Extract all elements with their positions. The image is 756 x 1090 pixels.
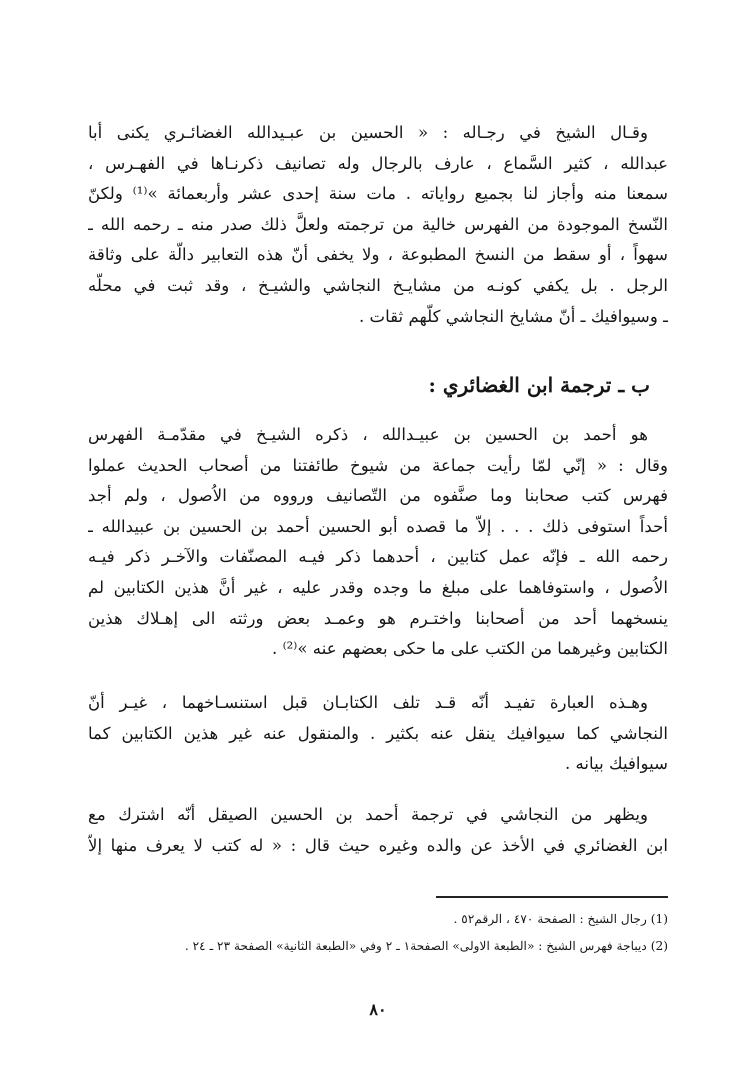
text-line: ابن الغضائري في الأخذ عن والده وغيره حيث قال : « له كتب لا يعرف منها إلاّ <box>88 835 668 855</box>
paragraph-najashi <box>88 800 668 861</box>
text-line: سيوافيك بيانه . <box>564 754 668 774</box>
text-line: ينسخهما أحد من أصحابنا واختـرم هو وعمـد بعض ورثته الى إهـلاك هذين <box>88 608 668 628</box>
paragraph-ahmad-translation <box>88 420 668 665</box>
text-line: وهـذه العبارة تفيـد أنّه قـد تلف الكتابـان قبل استنسـاخهما ، غيـر أنّ <box>88 693 648 712</box>
text-line: أحداً استوفى ذلك . . . إلاّ ما قصده أبو الحسين أحمد بن الحسين بن عبيدالله ـ <box>88 516 668 536</box>
text-line: الاُصول ، واستوفاهما على مبلغ ما وجده وقدر عليه ، غير أنَّ هذين الكتابين لم <box>88 577 668 597</box>
text-line: هو أحمد بن الحسين بن عبيـدالله ، ذكره الشيـخ في مقدّمـة الفهرس <box>88 425 648 444</box>
paragraph-books-lost <box>88 688 668 780</box>
footnote-divider <box>436 896 668 898</box>
text-line: وقال : « إنّي لمّا رأيت جماعة من شيوخ طائفتنا من أصحاب الحديث عملوا <box>88 455 668 475</box>
footnote-2: (2) ديباجة فهرس الشيخ : «الطبعة الاولى» الصفحة١ ـ ٢ وفي «الطبعة الثانية» الصفحة ٢٣ ـ ٢٤ . <box>184 939 668 953</box>
text-line: الكتابين وغيرهما من الكتب على ما حكى بعضهم عنه »⁽²⁾ . <box>272 639 668 659</box>
footnote-1: (1) رجال الشيخ : الصفحة ٤٧٠ ، الرقم٥٢ . <box>453 912 668 926</box>
text-line: ويظهر من النجاشي في ترجمة أحمد بن الحسين الصيقل أنّه اشترك مع <box>88 805 648 824</box>
section-heading: ب ـ ترجمة ابن الغضائري : <box>428 373 650 397</box>
text-line: سهواً ، أو سقط من النسخ المطبوعة ، ولا يخفى أنّ هذه التعابير دالّة على وثاقة <box>88 245 668 265</box>
text-line: الرجل . بل يكفي كونـه من مشايـخ النجاشي والشيـخ ، وقد ثبت في محلّه <box>88 275 668 295</box>
footnotes <box>88 906 668 960</box>
text-line: النجاشي كما سيوافيك ينقل عنه بكثير . والمنقول عنه غير هذين الكتابين كما <box>88 723 668 743</box>
page-number: ٨٠ <box>369 1000 387 1019</box>
text-line: ـ وسيوافيك ـ أنّ مشايخ النجاشي كلّهم ثقات . <box>358 306 668 326</box>
text-line: سمعنا منه وأجاز لنا بجميع رواياته . مات سنة إحدى عشر وأربعمائة »⁽¹⁾ ولكنّ <box>88 184 668 204</box>
text-line: فهرس كتب صحابنا وما صنَّفوه من التّصانيف ورووه من الاُصول ، ولم أجد <box>88 486 668 506</box>
text-line: النّسخ الموجودة من الفهرس خالية من ترجمته ولعلَّ ذلك صدر منه ـ رحمه الله ـ <box>88 214 668 234</box>
paragraph-sheikh-rijal <box>88 118 668 332</box>
text-line: رحمه الله ـ فإنّه عمل كتابين ، أحدهما ذكر فيـه المصنّفات والآخـر ذكر فيـه <box>88 547 668 567</box>
text-line: وقـال الشيخ في رجـاله : « الحسين بن عبـيدالله الغضائـري يكنى أبا <box>88 123 648 142</box>
text-line: عبدالله ، كثير السَّماع ، عارف بالرجال وله تصانيف ذكرنـاها في الفهـرس ، <box>88 153 668 173</box>
